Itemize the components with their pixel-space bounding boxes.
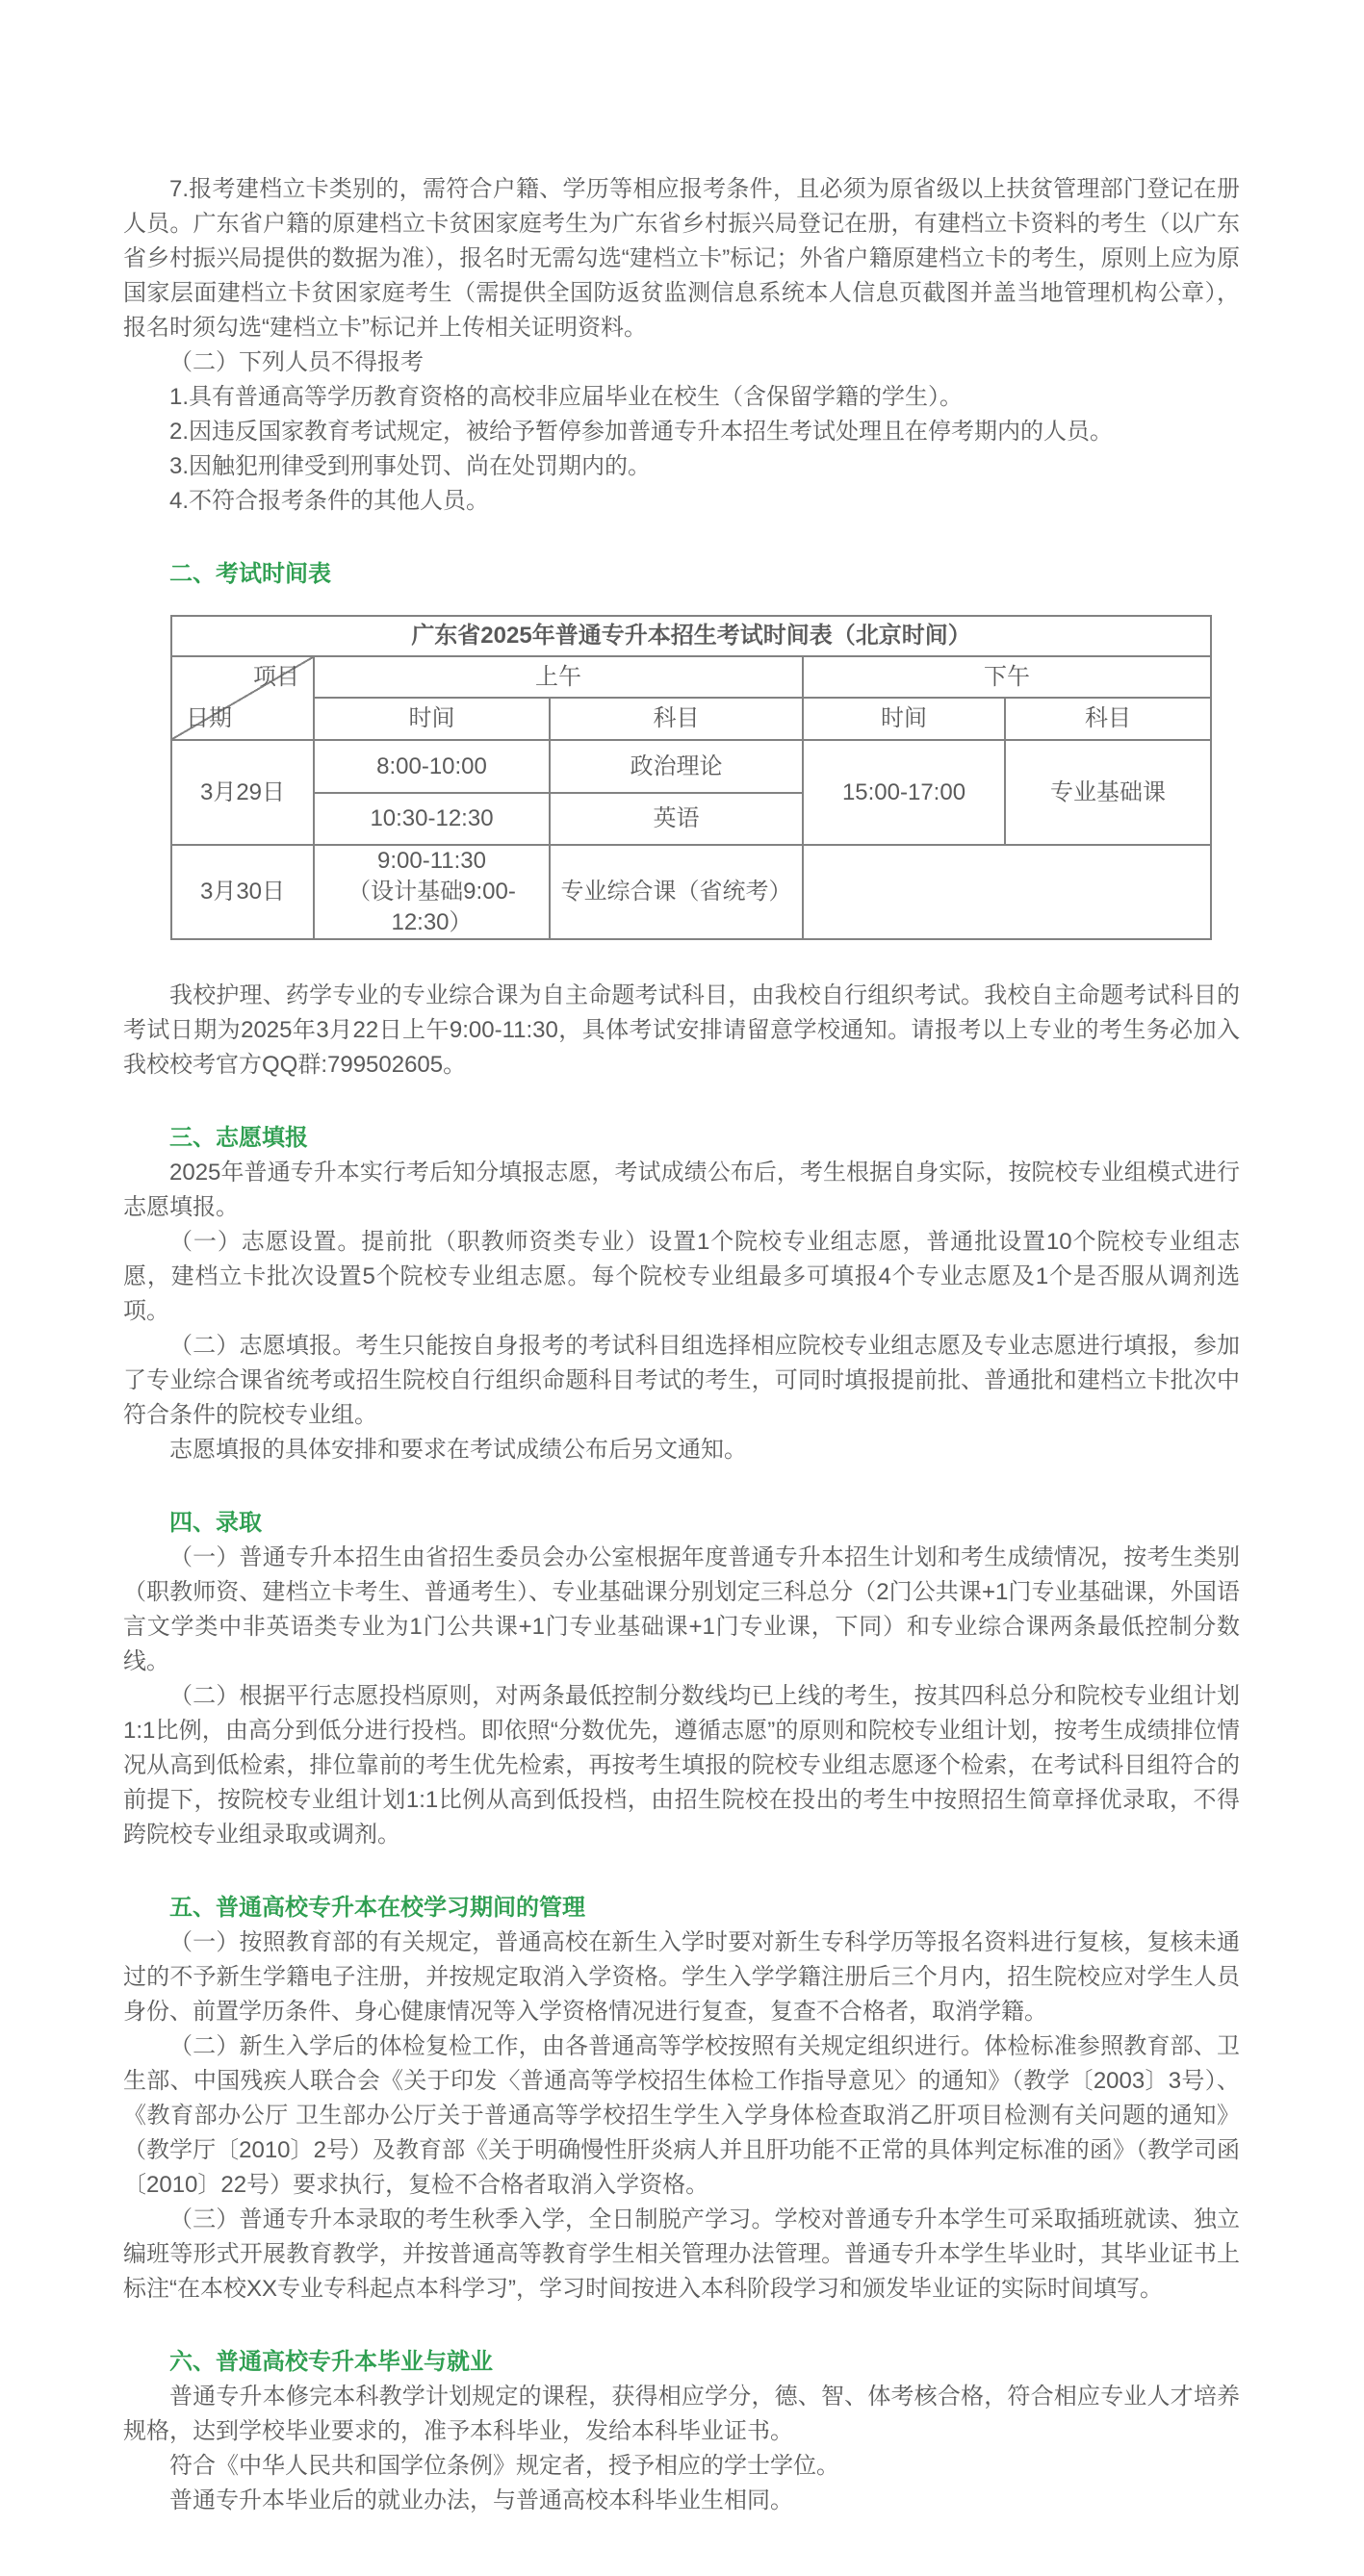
paragraph-s6-1: 普通专升本修完本科教学计划规定的课程，获得相应学分，德、智、体考核合格，符合相应专业人才培养规格，达到学校毕业要求的，准予本科毕业，发给本科毕业证书。 [123, 2384, 1240, 2444]
exam-schedule-table-wrap [170, 615, 1240, 940]
list-item-4: 4.不符合报考条件的其他人员。 [169, 488, 490, 514]
table-title: 广东省2025年普通专升本招生考试时间表（北京时间） [171, 616, 1211, 656]
section-heading-graduation: 六、普通高校专升本毕业与就业 [169, 2349, 493, 2375]
paragraph-s3-4: 志愿填报的具体安排和要求在考试成绩公布后另文通知。 [169, 1437, 747, 1463]
paragraph-s4-1: （一）普通专升本招生由省招生委员会办公室根据年度普通专升本招生计划和考生成绩情况，按考生类别（职教师资、建档立卡考生、普通考生）、专业基础课分别划定三科总分（2门公共课+1门专业基础课，外国语言文学类中非英语类专业为1门公共课+1门专业基础课+1门专业课，下同）和专业综合课两条最低控制分数线。 [123, 1544, 1240, 1674]
list-item-1: 1.具有普通高等学历教育资格的高校非应届毕业在校生（含保留学籍的学生）。 [169, 384, 964, 410]
header-am-subject: 科目 [550, 698, 803, 740]
section-heading-exam-schedule: 二、考试时间表 [169, 561, 331, 587]
cell-date-mar29: 3月29日 [171, 740, 314, 845]
cell-pm-subject: 专业基础课 [1005, 740, 1211, 845]
paragraph-s5-3: （三）普通专升本录取的考生秋季入学，全日制脱产学习。学校对普通专升本学生可采取插班就读、独立编班等形式开展教育教学，并按普通高等教育学生相关管理办法管理。普通专升本学生毕业时，其毕业证书上标注“在本校XX专业专科起点本科学习”，学习时间按进入本科阶段学习和颁发毕业证的实际时间填写。 [123, 2206, 1240, 2302]
cell-pm-time: 15:00-17:00 [803, 740, 1005, 845]
section-heading-volunteer: 三、志愿填报 [169, 1125, 308, 1151]
cell-am-time-3-line2: （设计基础9:00-12:30） [347, 879, 516, 935]
paragraph-s3-2: （一）志愿设置。提前批（职教师资类专业）设置1个院校专业组志愿，普通批设置10个院校专业组志愿，建档立卡批次设置5个院校专业组志愿。每个院校专业组最多可填报4个专业志愿及1个是否服从调剂选项。 [123, 1229, 1240, 1324]
cell-am-subject-3: 专业综合课（省统考） [550, 845, 803, 939]
paragraph-s6-2: 符合《中华人民共和国学位条例》规定者，授予相应的学士学位。 [169, 2453, 839, 2479]
paragraph-no-apply-title: （二）下列人员不得报考 [169, 349, 424, 375]
cell-am-time-3 [314, 845, 550, 939]
cell-am-time-2: 10:30-12:30 [314, 793, 550, 845]
corner-label-project: 项目 [253, 664, 299, 690]
paragraph-item7: 7.报考建档立卡类别的，需符合户籍、学历等相应报考条件，且必须为原省级以上扶贫管理部门登记在册人员。广东省户籍的原建档立卡贫困家庭考生为广东省乡村振兴局登记在册，有建档立卡资料的考生（以广东省乡村振兴局提供的数据为准），报名时无需勾选“建档立卡”标记；外省户籍原建档立卡的考生，原则上应为原国家层面建档立卡贫困家庭考生（需提供全国防返贫监测信息系统本人信息页截图并盖当地管理机构公章），报名时须勾选“建档立卡”标记并上传相关证明资料。 [123, 176, 1240, 341]
corner-label-date: 日期 [186, 705, 232, 731]
paragraph-s5-1: （一）按照教育部的有关规定，普通高校在新生入学时要对新生专科学历等报名资料进行复核，复核未通过的不予新生学籍电子注册，并按规定取消入学资格。学生入学学籍注册后三个月内，招生院校应对学生人员身份、前置学历条件、身心健康情况等入学资格情况进行复查，复查不合格者，取消学籍。 [123, 1929, 1240, 2025]
list-item-3: 3.因触犯刑律受到刑事处罚、尚在处罚期内的。 [169, 453, 652, 479]
section-heading-management: 五、普通高校专升本在校学习期间的管理 [169, 1895, 585, 1921]
cell-am-time-1: 8:00-10:00 [314, 740, 550, 793]
paragraph-s5-2: （二）新生入学后的体检复检工作，由各普通高等学校按照有关规定组织进行。体检标准参照教育部、卫生部、中国残疾人联合会《关于印发〈普通高等学校招生体检工作指导意见〉的通知》（教学〔2003〕3号）、《教育部办公厅 卫生部办公厅关于普通高等学校招生学生入学身体检查取消乙肝项目检测有关问题的通知》（教学厅〔2010〕2号）及教育部《关于明确慢性肝炎病人并且肝功能不正常的具体判定标准的函》（教学司函〔2010〕22号）要求执行，复检不合格者取消入学资格。 [123, 2033, 1240, 2198]
header-morning: 上午 [314, 656, 803, 698]
section-heading-admission: 四、录取 [169, 1510, 262, 1536]
cell-am-subject-2: 英语 [550, 793, 803, 845]
header-pm-subject: 科目 [1005, 698, 1211, 740]
paragraph-s3-3: （二）志愿填报。考生只能按自身报考的考试科目组选择相应院校专业组志愿及专业志愿进行填报，参加了专业综合课省统考或招生院校自行组织命题科目考试的考生，可同时填报提前批、普通批和建档立卡批次中符合条件的院校专业组。 [123, 1333, 1240, 1428]
paragraph-s4-2: （二）根据平行志愿投档原则，对两条最低控制分数线均已上线的考生，按其四科总分和院校专业组计划1:1比例，由高分到低分进行投档。即依照“分数优先，遵循志愿”的原则和院校专业组计划，按考生成绩排位情况从高到低检索，排位靠前的考生优先检索，再按考生填报的院校专业组志愿逐个检索，在考试科目组符合的前提下，按院校专业组计划1:1比例从高到低投档，由招生院校在投出的考生中按照招生简章择优录取，不得跨院校专业组录取或调剂。 [123, 1683, 1240, 1848]
exam-schedule-table [170, 615, 1212, 940]
paragraph-s6-3: 普通专升本毕业后的就业办法，与普通高校本科毕业生相同。 [169, 2487, 793, 2513]
header-afternoon: 下午 [803, 656, 1211, 698]
cell-pm-empty [803, 845, 1211, 939]
header-am-time: 时间 [314, 698, 550, 740]
list-item-2: 2.因违反国家教育考试规定，被给予暂停参加普通专升本招生考试处理且在停考期内的人员。 [169, 419, 1114, 445]
cell-am-subject-1: 政治理论 [550, 740, 803, 793]
cell-date-mar30: 3月30日 [171, 845, 314, 939]
paragraph-self-exam-note: 我校护理、药学专业的专业综合课为自主命题考试科目，由我校自行组织考试。我校自主命题考试科目的考试日期为2025年3月22日上午9:00-11:30，具体考试安排请留意学校通知。请报考以上专业的考生务必加入我校校考官方QQ群:799502605。 [123, 982, 1240, 1078]
header-pm-time: 时间 [803, 698, 1005, 740]
table-corner-cell [171, 656, 314, 740]
paragraph-s3-1: 2025年普通专升本实行考后知分填报志愿，考试成绩公布后，考生根据自身实际，按院校专业组模式进行志愿填报。 [123, 1160, 1240, 1220]
cell-am-time-3-line1: 9:00-11:30 [377, 848, 486, 874]
